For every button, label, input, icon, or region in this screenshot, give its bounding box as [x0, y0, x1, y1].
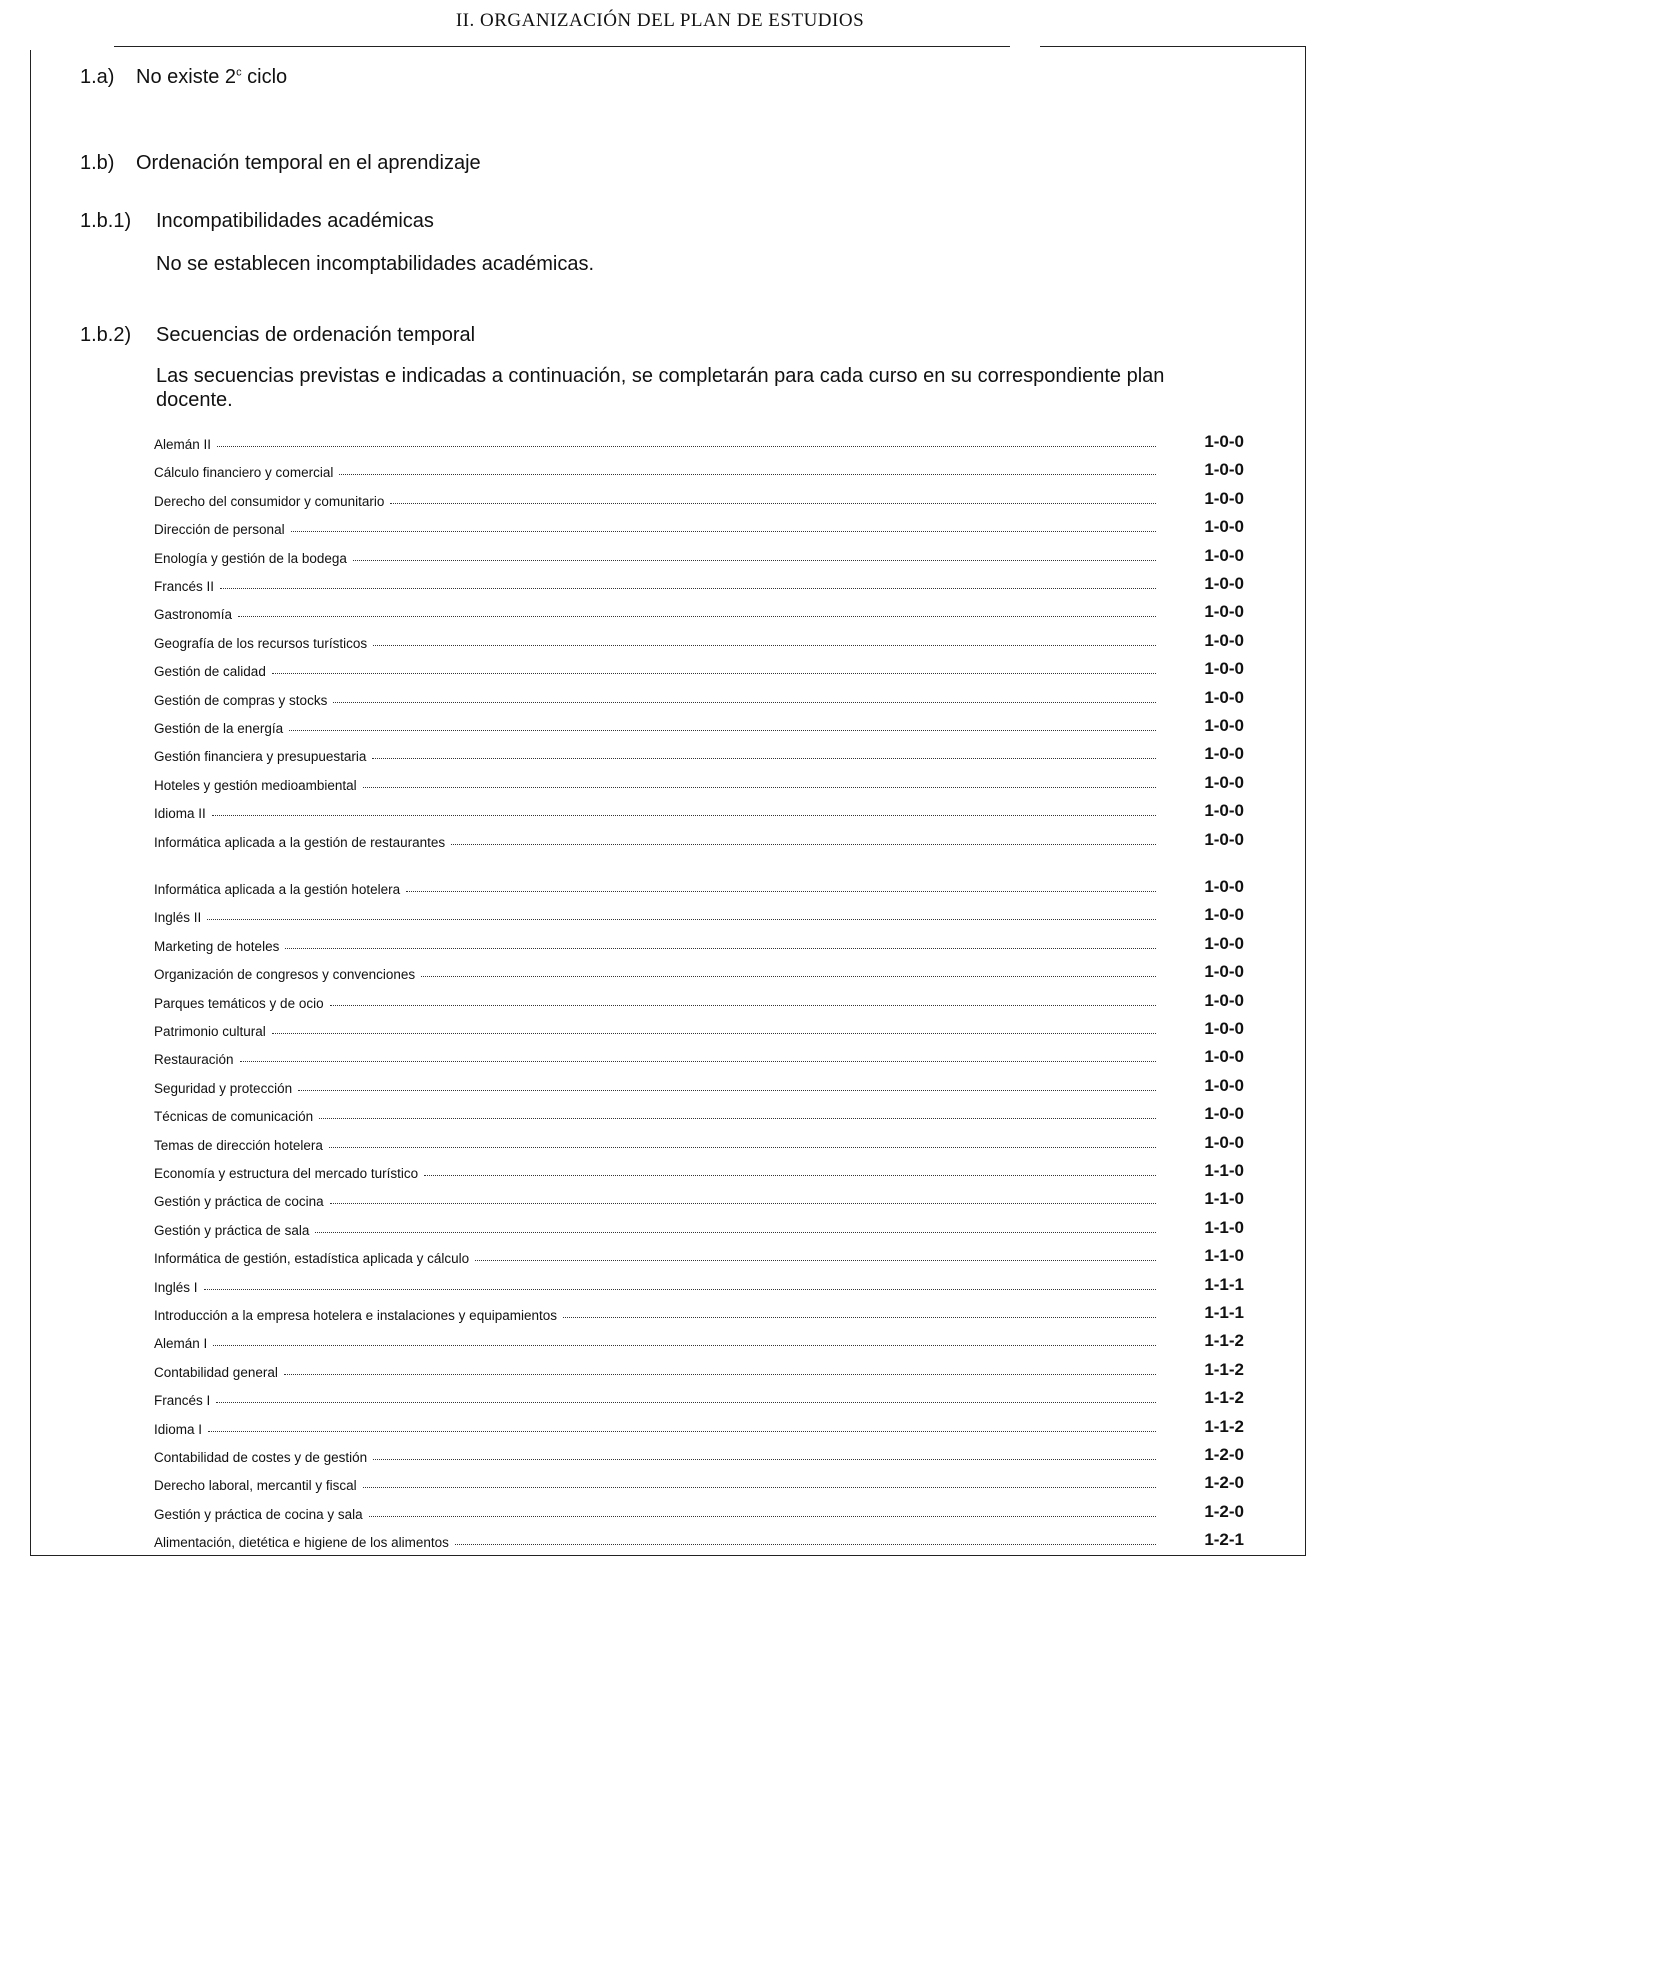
subject-row — [154, 771, 1244, 793]
subject-name: Idioma II — [154, 806, 206, 822]
subject-row — [154, 1017, 1244, 1039]
dot-leader — [369, 1516, 1156, 1517]
sequence-code: 1-0-0 — [1204, 1019, 1244, 1038]
dot-leader — [333, 702, 1156, 703]
sequence-code: 1-0-0 — [1204, 962, 1244, 982]
subject-row — [154, 1301, 1244, 1323]
section-number: 1.b.2) — [80, 324, 132, 346]
sequence-code: 1-0-0 — [1204, 877, 1244, 896]
subject-row — [154, 515, 1244, 537]
sequence-code: 1-0-0 — [1204, 772, 1244, 792]
dot-leader — [285, 948, 1156, 949]
subject-name: Dirección de personal — [154, 522, 285, 538]
sequence-code: 1-0-0 — [1204, 829, 1244, 849]
subject-name: Inglés I — [154, 1279, 198, 1295]
sequence-code: 1-1-2 — [1204, 1388, 1244, 1408]
subject-row — [154, 487, 1244, 509]
subject-name: Gestión y práctica de cocina y sala — [154, 1506, 363, 1522]
subject-row — [154, 1471, 1244, 1493]
subject-row — [154, 799, 1244, 821]
section-title: Incompatibilidades académicas — [156, 210, 434, 232]
subject-name: Organización de congresos y convenciones — [154, 967, 416, 983]
dot-leader — [339, 474, 1156, 475]
subject-name: Gestión de la energía — [154, 721, 284, 736]
section-text: No se establecen incomptabilidades académicas. — [156, 253, 595, 275]
dot-leader — [475, 1260, 1156, 1261]
sequence-code: 1-0-0 — [1204, 517, 1244, 537]
sequence-code: 1-0-0 — [1204, 488, 1244, 508]
subject-name: Restauración — [154, 1052, 234, 1068]
subject-row — [154, 1528, 1244, 1550]
subject-name: Gestión de calidad — [154, 664, 266, 680]
dot-leader — [289, 730, 1156, 731]
subject-row — [154, 1273, 1244, 1295]
sequence-code: 1-0-0 — [1204, 659, 1244, 679]
sequence-code: 1-2-0 — [1204, 1501, 1244, 1521]
subject-row — [154, 1074, 1244, 1096]
subject-name: Informática aplicada a la gestión hotelera — [154, 882, 401, 897]
sequence-code: 1-1-0 — [1204, 1217, 1244, 1237]
sequence-code: 1-1-0 — [1204, 1161, 1244, 1180]
subject-name: Economía y estructura del mercado turístico — [154, 1166, 419, 1181]
subject-name: Contabilidad general — [154, 1364, 278, 1380]
sequence-code: 1-0-0 — [1204, 1047, 1244, 1067]
subject-row — [154, 430, 1244, 452]
subject-name: Hoteles y gestión medioambiental — [154, 777, 357, 793]
section-text: Las secuencias previstas e indicadas a continuación, se completarán para cada curso en su correspondiente plan docente. — [156, 365, 1165, 411]
dot-leader — [363, 787, 1156, 788]
subject-row — [154, 1329, 1244, 1351]
sequence-code: 1-2-1 — [1204, 1530, 1244, 1550]
sequence-code: 1-0-0 — [1204, 1104, 1244, 1124]
subject-name: Introducción a la empresa hotelera e instalaciones y equipamientos — [154, 1308, 557, 1323]
subject-row — [154, 903, 1244, 925]
subject-row — [154, 544, 1244, 566]
subject-name: Idioma I — [154, 1421, 203, 1437]
dot-leader — [284, 1374, 1156, 1375]
subject-row — [154, 1443, 1244, 1465]
subject-name: Gestión y práctica de cocina — [154, 1194, 324, 1210]
sequence-code: 1-0-0 — [1204, 905, 1244, 925]
subject-row — [154, 1358, 1244, 1380]
subject-name: Francés II — [154, 579, 215, 594]
sequence-code: 1-0-0 — [1204, 933, 1244, 953]
sequence-code: 1-2-0 — [1204, 1473, 1244, 1493]
sequence-code: 1-0-0 — [1204, 744, 1244, 764]
dot-leader — [213, 1345, 1156, 1346]
subject-name: Temas de dirección hotelera — [154, 1137, 323, 1153]
subject-row — [154, 600, 1244, 622]
sequence-code: 1-0-0 — [1204, 460, 1244, 480]
sequence-code: 1-2-0 — [1204, 1445, 1244, 1464]
sequence-code: 1-1-1 — [1204, 1274, 1244, 1294]
subject-name: Cálculo financiero y comercial — [154, 465, 334, 481]
subject-row — [154, 1102, 1244, 1124]
subject-row — [154, 1244, 1244, 1266]
subject-row — [154, 572, 1244, 594]
sequence-code: 1-0-0 — [1204, 716, 1244, 735]
section-title: No existe 2$^c$ ciclo — [136, 66, 288, 88]
subject-name: Gastronomía — [154, 607, 233, 623]
subject-row — [154, 714, 1244, 736]
dot-leader — [220, 588, 1156, 589]
dot-leader — [272, 1033, 1156, 1034]
dot-leader — [390, 503, 1156, 504]
subject-row — [154, 1131, 1244, 1153]
subject-row — [154, 828, 1244, 850]
subject-name: Inglés II — [154, 910, 202, 926]
sequence-code: 1-0-0 — [1204, 545, 1244, 565]
subject-row — [154, 1216, 1244, 1238]
dot-leader — [330, 1203, 1156, 1204]
subject-row — [154, 1187, 1244, 1209]
subject-name: Enología y gestión de la bodega — [154, 550, 347, 566]
subject-name: Gestión de compras y stocks — [154, 692, 328, 708]
sequence-code: 1-0-0 — [1204, 1132, 1244, 1152]
sequence-code: 1-1-2 — [1204, 1331, 1244, 1351]
subject-row — [154, 742, 1244, 764]
dot-leader — [451, 844, 1156, 845]
subject-name: Seguridad y protección — [154, 1080, 293, 1096]
subject-name: Gestión financiera y presupuestaria — [154, 749, 367, 765]
subject-row — [154, 657, 1244, 679]
dot-leader — [240, 1061, 1156, 1062]
sequence-code: 1-0-0 — [1204, 602, 1244, 622]
dot-leader — [217, 446, 1156, 447]
dot-leader — [216, 1402, 1156, 1403]
sequence-code: 1-0-0 — [1204, 574, 1244, 593]
dot-leader — [330, 1005, 1156, 1006]
subject-row — [154, 1500, 1244, 1522]
subject-row — [154, 989, 1244, 1011]
dot-leader — [421, 976, 1156, 977]
dot-leader — [319, 1118, 1156, 1119]
section-number: 1.b) — [80, 152, 115, 174]
sequence-code: 1-1-1 — [1204, 1303, 1244, 1322]
subject-name: Técnicas de comunicación — [154, 1109, 314, 1125]
dot-leader — [208, 1431, 1156, 1432]
subject-name: Gestión y práctica de sala — [154, 1222, 310, 1238]
sequence-code: 1-0-0 — [1204, 630, 1244, 650]
subject-row — [154, 1415, 1244, 1437]
sequence-code: 1-1-2 — [1204, 1416, 1244, 1436]
subject-row — [154, 875, 1244, 897]
subject-name: Informática de gestión, estadística aplicada y cálculo — [154, 1251, 470, 1267]
sequence-code: 1-0-0 — [1204, 990, 1244, 1010]
dot-leader — [424, 1175, 1156, 1176]
dot-leader — [329, 1147, 1156, 1148]
dot-leader — [291, 531, 1156, 532]
dot-leader — [455, 1544, 1156, 1545]
subject-name: Parques temáticos y de ocio — [154, 995, 324, 1011]
dot-leader — [363, 1487, 1156, 1488]
dot-leader — [212, 815, 1156, 816]
subject-name: Marketing de hoteles — [154, 938, 280, 954]
frame-gap — [1010, 44, 1040, 50]
dot-leader — [315, 1232, 1156, 1233]
sequence-code: 1-1-0 — [1204, 1246, 1244, 1266]
subject-name: Francés I — [154, 1393, 211, 1409]
subject-row — [154, 1386, 1244, 1408]
section-title: Secuencias de ordenación temporal — [156, 324, 476, 346]
subject-name: Contabilidad de costes y de gestión — [154, 1450, 368, 1465]
sequence-code: 1-0-0 — [1204, 1075, 1244, 1095]
subject-name: Informática aplicada a la gestión de restaurantes — [154, 834, 446, 850]
subject-name: Alimentación, dietética e higiene de los alimentos — [154, 1535, 449, 1551]
subject-row — [154, 1045, 1244, 1067]
dot-leader — [353, 560, 1156, 561]
sequence-code: 1-0-0 — [1204, 801, 1244, 821]
subject-row — [154, 1159, 1244, 1181]
subject-name: Derecho laboral, mercantil y fiscal — [154, 1478, 357, 1494]
subject-row — [154, 629, 1244, 651]
subject-name: Derecho del consumidor y comunitario — [154, 493, 385, 509]
dot-leader — [373, 645, 1156, 646]
frame-gap — [30, 44, 114, 50]
sequence-code: 1-1-2 — [1204, 1359, 1244, 1379]
section-number: 1.a) — [80, 66, 115, 88]
sequence-code: 1-0-0 — [1204, 432, 1244, 451]
subject-name: Alemán I — [154, 1336, 208, 1352]
sequence-code: 1-0-0 — [1204, 687, 1244, 707]
subject-row — [154, 686, 1244, 708]
subject-name: Patrimonio cultural — [154, 1024, 266, 1039]
dot-leader — [238, 616, 1156, 617]
subject-row — [154, 932, 1244, 954]
subject-row — [154, 960, 1244, 982]
section-title: Ordenación temporal en el aprendizaje — [136, 152, 481, 174]
dot-leader — [204, 1289, 1156, 1290]
section-number: 1.b.1) — [80, 210, 132, 232]
subject-name: Alemán II — [154, 437, 212, 452]
dot-leader — [406, 891, 1156, 892]
page-title: II. ORGANIZACIÓN DEL PLAN DE ESTUDIOS — [455, 10, 865, 31]
subject-name: Geografía de los recursos turísticos — [154, 635, 368, 651]
dot-leader — [272, 673, 1156, 674]
dot-leader — [207, 919, 1156, 920]
dot-leader — [298, 1090, 1156, 1091]
dot-leader — [372, 758, 1156, 759]
dot-leader — [373, 1459, 1156, 1460]
dot-leader — [563, 1317, 1156, 1318]
subject-row — [154, 458, 1244, 480]
sequence-code: 1-1-0 — [1204, 1189, 1244, 1209]
